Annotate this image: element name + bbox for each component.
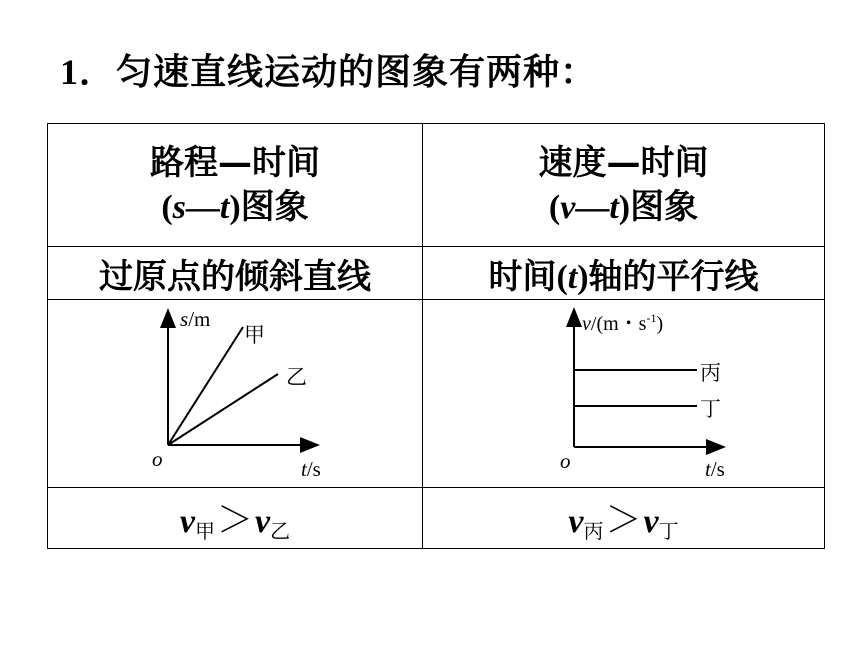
st-line-yi <box>168 374 278 445</box>
st-graph <box>48 300 422 483</box>
st-x-label: t/s <box>301 457 321 481</box>
table-row-titles <box>48 124 825 247</box>
vt-title-line2: (v—t)图象 <box>548 186 699 227</box>
st-title-line1: 路程—时间 <box>150 142 320 183</box>
st-comparison: $v_甲>v_乙$ <box>48 488 423 549</box>
st-description: 过原点的倾斜直线 <box>48 247 423 300</box>
table-row-descriptions <box>48 247 825 300</box>
vt-y-label: v/(m・$s^{-1}$) <box>582 311 664 335</box>
st-label-jia: 甲 <box>244 323 265 347</box>
heading-text: 匀速直线运动的图象有两种： <box>116 52 598 93</box>
table-row-graphs <box>48 300 825 488</box>
cell-vt-graph <box>423 300 825 488</box>
cell-st-title <box>48 124 423 247</box>
st-line-jia <box>168 327 243 445</box>
comparison-table <box>47 123 825 549</box>
st-origin-label: o <box>152 447 163 471</box>
vt-title-line1: 速度—时间 <box>538 142 709 183</box>
cell-st-graph <box>48 300 423 488</box>
vt-label-ding: 丁 <box>700 397 721 421</box>
cell-vt-title <box>423 124 825 247</box>
vt-graph <box>423 300 824 483</box>
vt-comparison: $v_丙>v_丁$ <box>423 488 825 549</box>
vt-label-bing: 丙 <box>700 361 721 385</box>
st-label-yi: 乙 <box>286 365 307 389</box>
st-y-label: s/m <box>180 307 211 331</box>
page-heading <box>60 44 597 95</box>
vt-x-label: t/s <box>705 457 725 481</box>
heading-number: 1． <box>60 52 117 92</box>
vt-origin-label: o <box>560 449 571 473</box>
table-row-comparisons <box>48 488 825 549</box>
vt-description: 时间(t)轴的平行线 <box>423 247 825 300</box>
st-title-line2: (s—t)图象 <box>161 186 309 227</box>
